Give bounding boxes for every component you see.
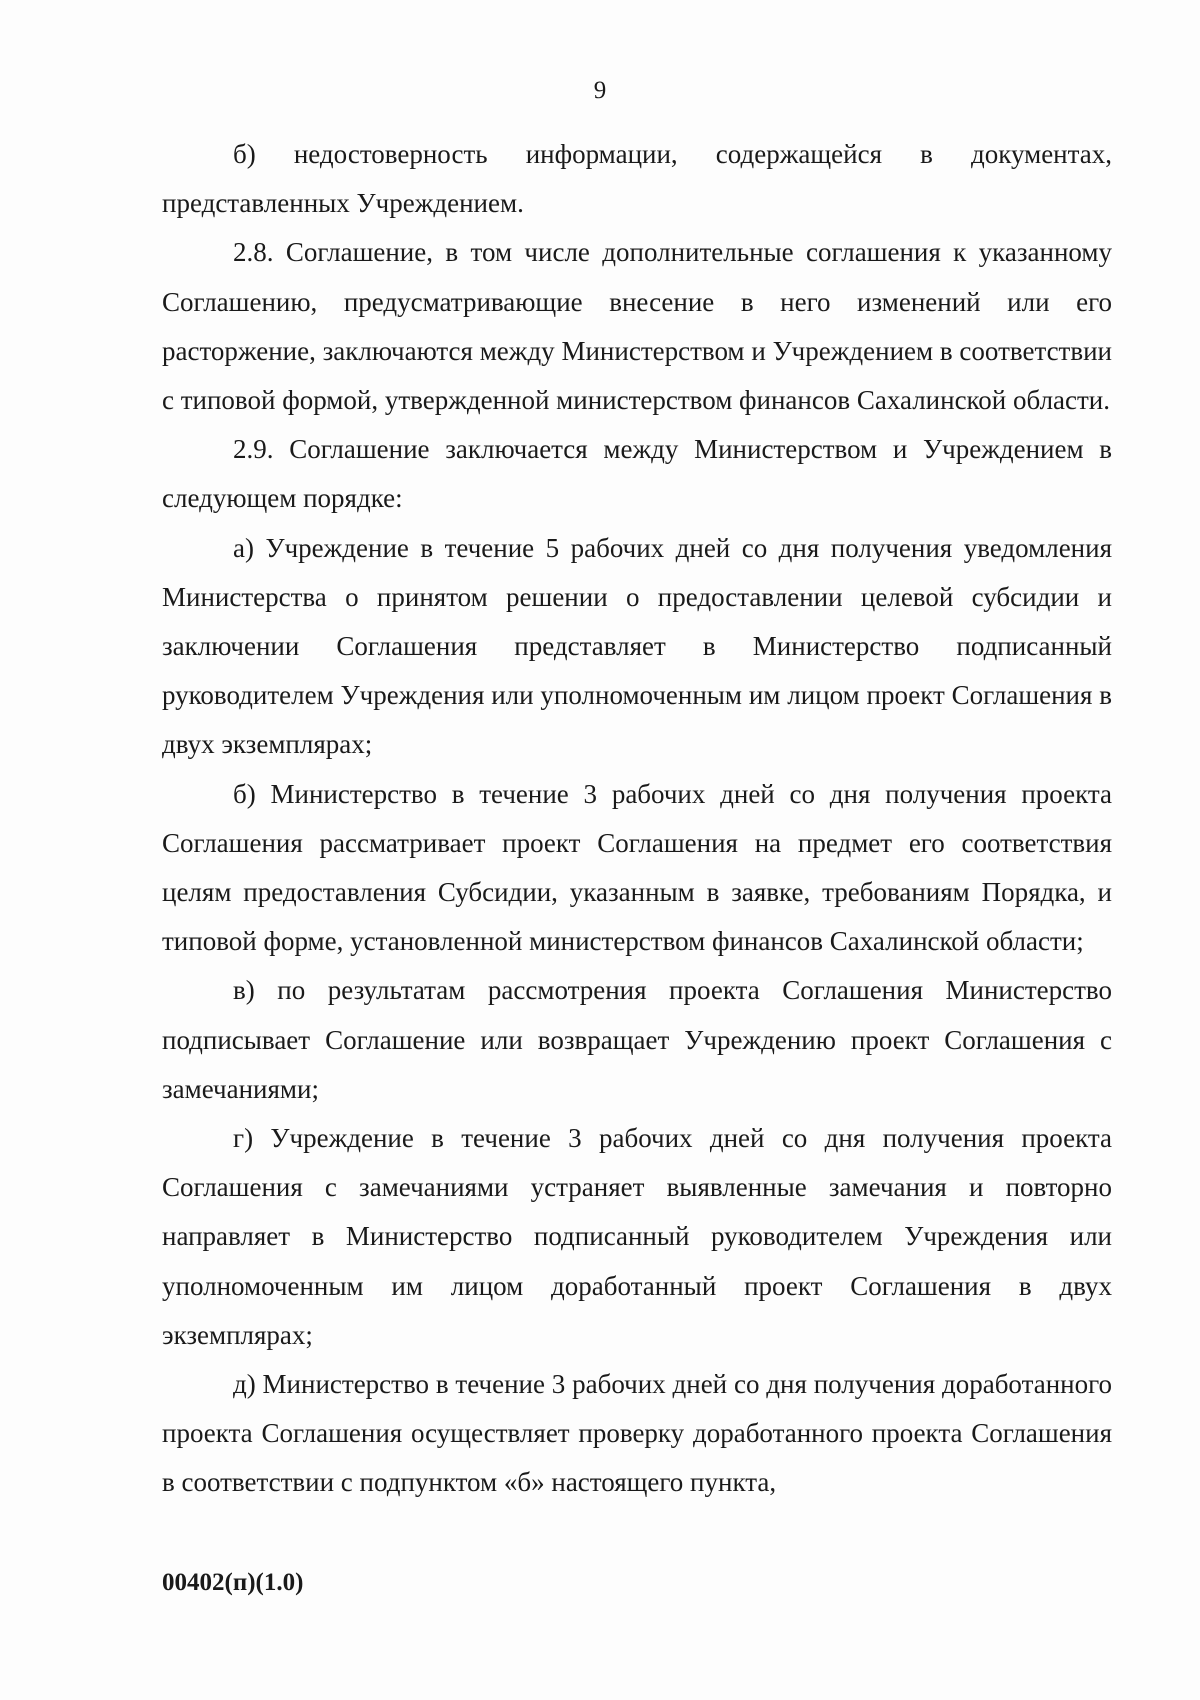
paragraph-2-9-g: г) Учреждение в течение 3 рабочих дней со дня получения проекта Соглашения с замечаниями устраняет выявленные замечания и повторно направляет в Министерство подписанный руководителем Учреждения или уполномоченным им лицом доработанный проект Соглашения в двух экземплярах; xyxy=(162,1123,1112,1350)
document-body xyxy=(162,130,1112,1508)
paragraph-2-9-v: в) по результатам рассмотрения проекта Соглашения Министерство подписывает Соглашение или возвращает Учреждению проект Соглашения с замечаниями; xyxy=(162,975,1112,1104)
paragraph-2-9-b: б) Министерство в течение 3 рабочих дней со дня получения проекта Соглашения рассматривает проект Соглашения на предмет его соответствия целям предоставления Субсидии, указанным в заявке, требованиям Порядка, и типовой форме, установленной министерством финансов Сахалинской области; xyxy=(162,778,1112,957)
paragraph-2-9-d: д) Министерство в течение 3 рабочих дней со дня получения доработанного проекта Соглашения осуществляет проверку доработанного проекта Соглашения в соответствии с подпунктом «б» настоящего пункта, xyxy=(162,1369,1112,1498)
document-code: 00402(п)(1.0) xyxy=(162,1569,304,1596)
paragraph-2-7-b: б) недостоверность информации, содержащейся в документах, представленных Учреждением. xyxy=(162,139,1112,219)
paragraph-2-8: 2.8. Соглашение, в том числе дополнительные соглашения к указанному Соглашению, предусматривающие внесение в него изменений или его расторжение, заключаются между Министерством и Учреждением в соответствии с типовой формой, утвержденной министерством финансов Сахалинской области. xyxy=(162,237,1112,416)
page-number: 9 xyxy=(593,77,607,104)
paragraph-2-9-a: а) Учреждение в течение 5 рабочих дней со дня получения уведомления Министерства о принятом решении о предоставлении целевой субсидии и заключении Соглашения представляет в Министерство подписанный руководителем Учреждения или уполномоченным им лицом проект Соглашения в двух экземплярах; xyxy=(162,532,1112,760)
paragraph-2-9: 2.9. Соглашение заключается между Министерством и Учреждением в следующем порядке: xyxy=(162,434,1112,514)
